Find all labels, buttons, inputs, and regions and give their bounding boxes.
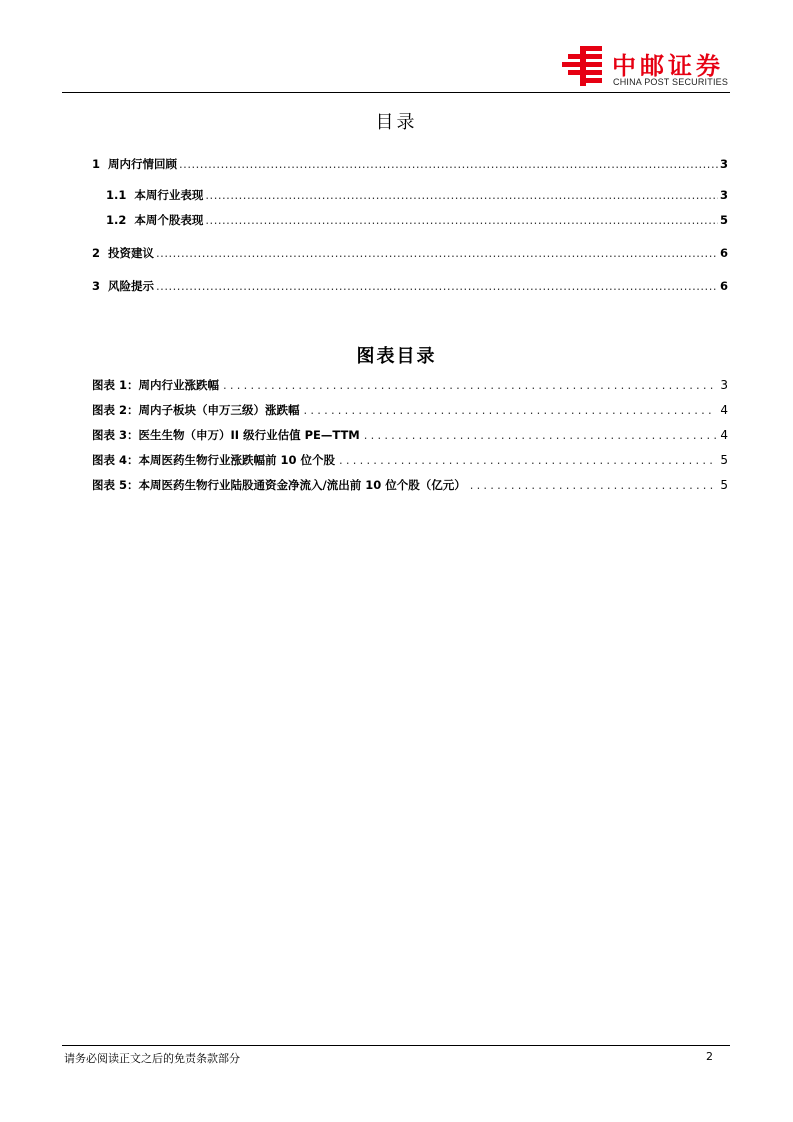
toc-entry-page: 3 xyxy=(719,188,728,202)
toc-entry-page: 3 xyxy=(719,157,728,171)
header-rule xyxy=(62,92,730,93)
figure-entry-3[interactable] xyxy=(92,427,728,443)
figure-entry-label: 图表 2：周内子板块（申万三级）涨跌幅 xyxy=(92,403,300,417)
figure-entry-label: 图表 5：本周医药生物行业陆股通资金净流入/流出前 10 位个股（亿元） xyxy=(92,478,466,492)
figure-entry-4[interactable] xyxy=(92,452,728,468)
china-post-logo-icon xyxy=(560,44,608,88)
toc-leader xyxy=(205,213,718,227)
figure-leader xyxy=(339,453,716,467)
toc-leader xyxy=(179,157,718,171)
figure-leader xyxy=(223,378,716,392)
company-logo xyxy=(560,44,735,90)
toc-entry-page: 6 xyxy=(719,279,728,293)
figure-entry-label: 图表 3：医生生物（申万）II 级行业估值 PE—TTM xyxy=(92,428,360,442)
toc-entry-number: 2 xyxy=(92,246,101,260)
toc-entry-number: 1.1 xyxy=(106,188,127,202)
toc-entry-label: 投资建议 xyxy=(108,246,155,260)
logo-english-name: CHINA POST SECURITIES xyxy=(613,77,729,87)
toc-title: 目录 xyxy=(375,112,418,133)
figure-entry-page: 5 xyxy=(720,453,728,467)
footer-rule xyxy=(62,1045,730,1046)
figure-entry-1[interactable] xyxy=(92,377,728,393)
logo-chinese-name: 中邮证券 xyxy=(612,52,724,80)
toc-entry-label: 本周行业表现 xyxy=(134,188,204,202)
toc-leader xyxy=(156,246,718,260)
toc-entry-page: 6 xyxy=(719,246,728,260)
toc-leader xyxy=(156,279,718,293)
toc-entry-number: 3 xyxy=(92,279,101,293)
figure-entry-label: 图表 4：本周医药生物行业涨跌幅前 10 位个股 xyxy=(92,453,336,467)
figure-entry-page: 3 xyxy=(720,378,728,392)
toc-entry-2[interactable] xyxy=(92,245,728,261)
figure-list-title: 图表目录 xyxy=(356,346,437,367)
figure-entry-5[interactable] xyxy=(92,477,728,493)
toc-entry-label: 本周个股表现 xyxy=(134,213,204,227)
figure-entry-page: 5 xyxy=(720,478,728,492)
toc-entry-label: 风险提示 xyxy=(108,279,155,293)
toc-entry-label: 周内行情回顾 xyxy=(108,157,178,171)
toc-entry-number: 1.2 xyxy=(106,213,127,227)
toc-entry-1-2[interactable] xyxy=(106,212,728,228)
toc-entry-3[interactable] xyxy=(92,278,728,294)
toc-entry-page: 5 xyxy=(719,213,728,227)
toc-entry-1[interactable] xyxy=(92,156,728,172)
figure-entry-page: 4 xyxy=(720,428,728,442)
footer-disclaimer: 请务必阅读正文之后的免责条款部分 xyxy=(64,1052,240,1065)
figure-leader xyxy=(304,403,717,417)
toc-leader xyxy=(205,188,718,202)
page-number: 2 xyxy=(706,1050,713,1063)
figure-entry-page: 4 xyxy=(720,403,728,417)
figure-leader xyxy=(364,428,717,442)
figure-leader xyxy=(470,478,717,492)
toc-entry-number: 1 xyxy=(92,157,101,171)
toc-entry-1-1[interactable] xyxy=(106,187,728,203)
figure-entry-2[interactable] xyxy=(92,402,728,418)
figure-entry-label: 图表 1：周内行业涨跌幅 xyxy=(92,378,220,392)
